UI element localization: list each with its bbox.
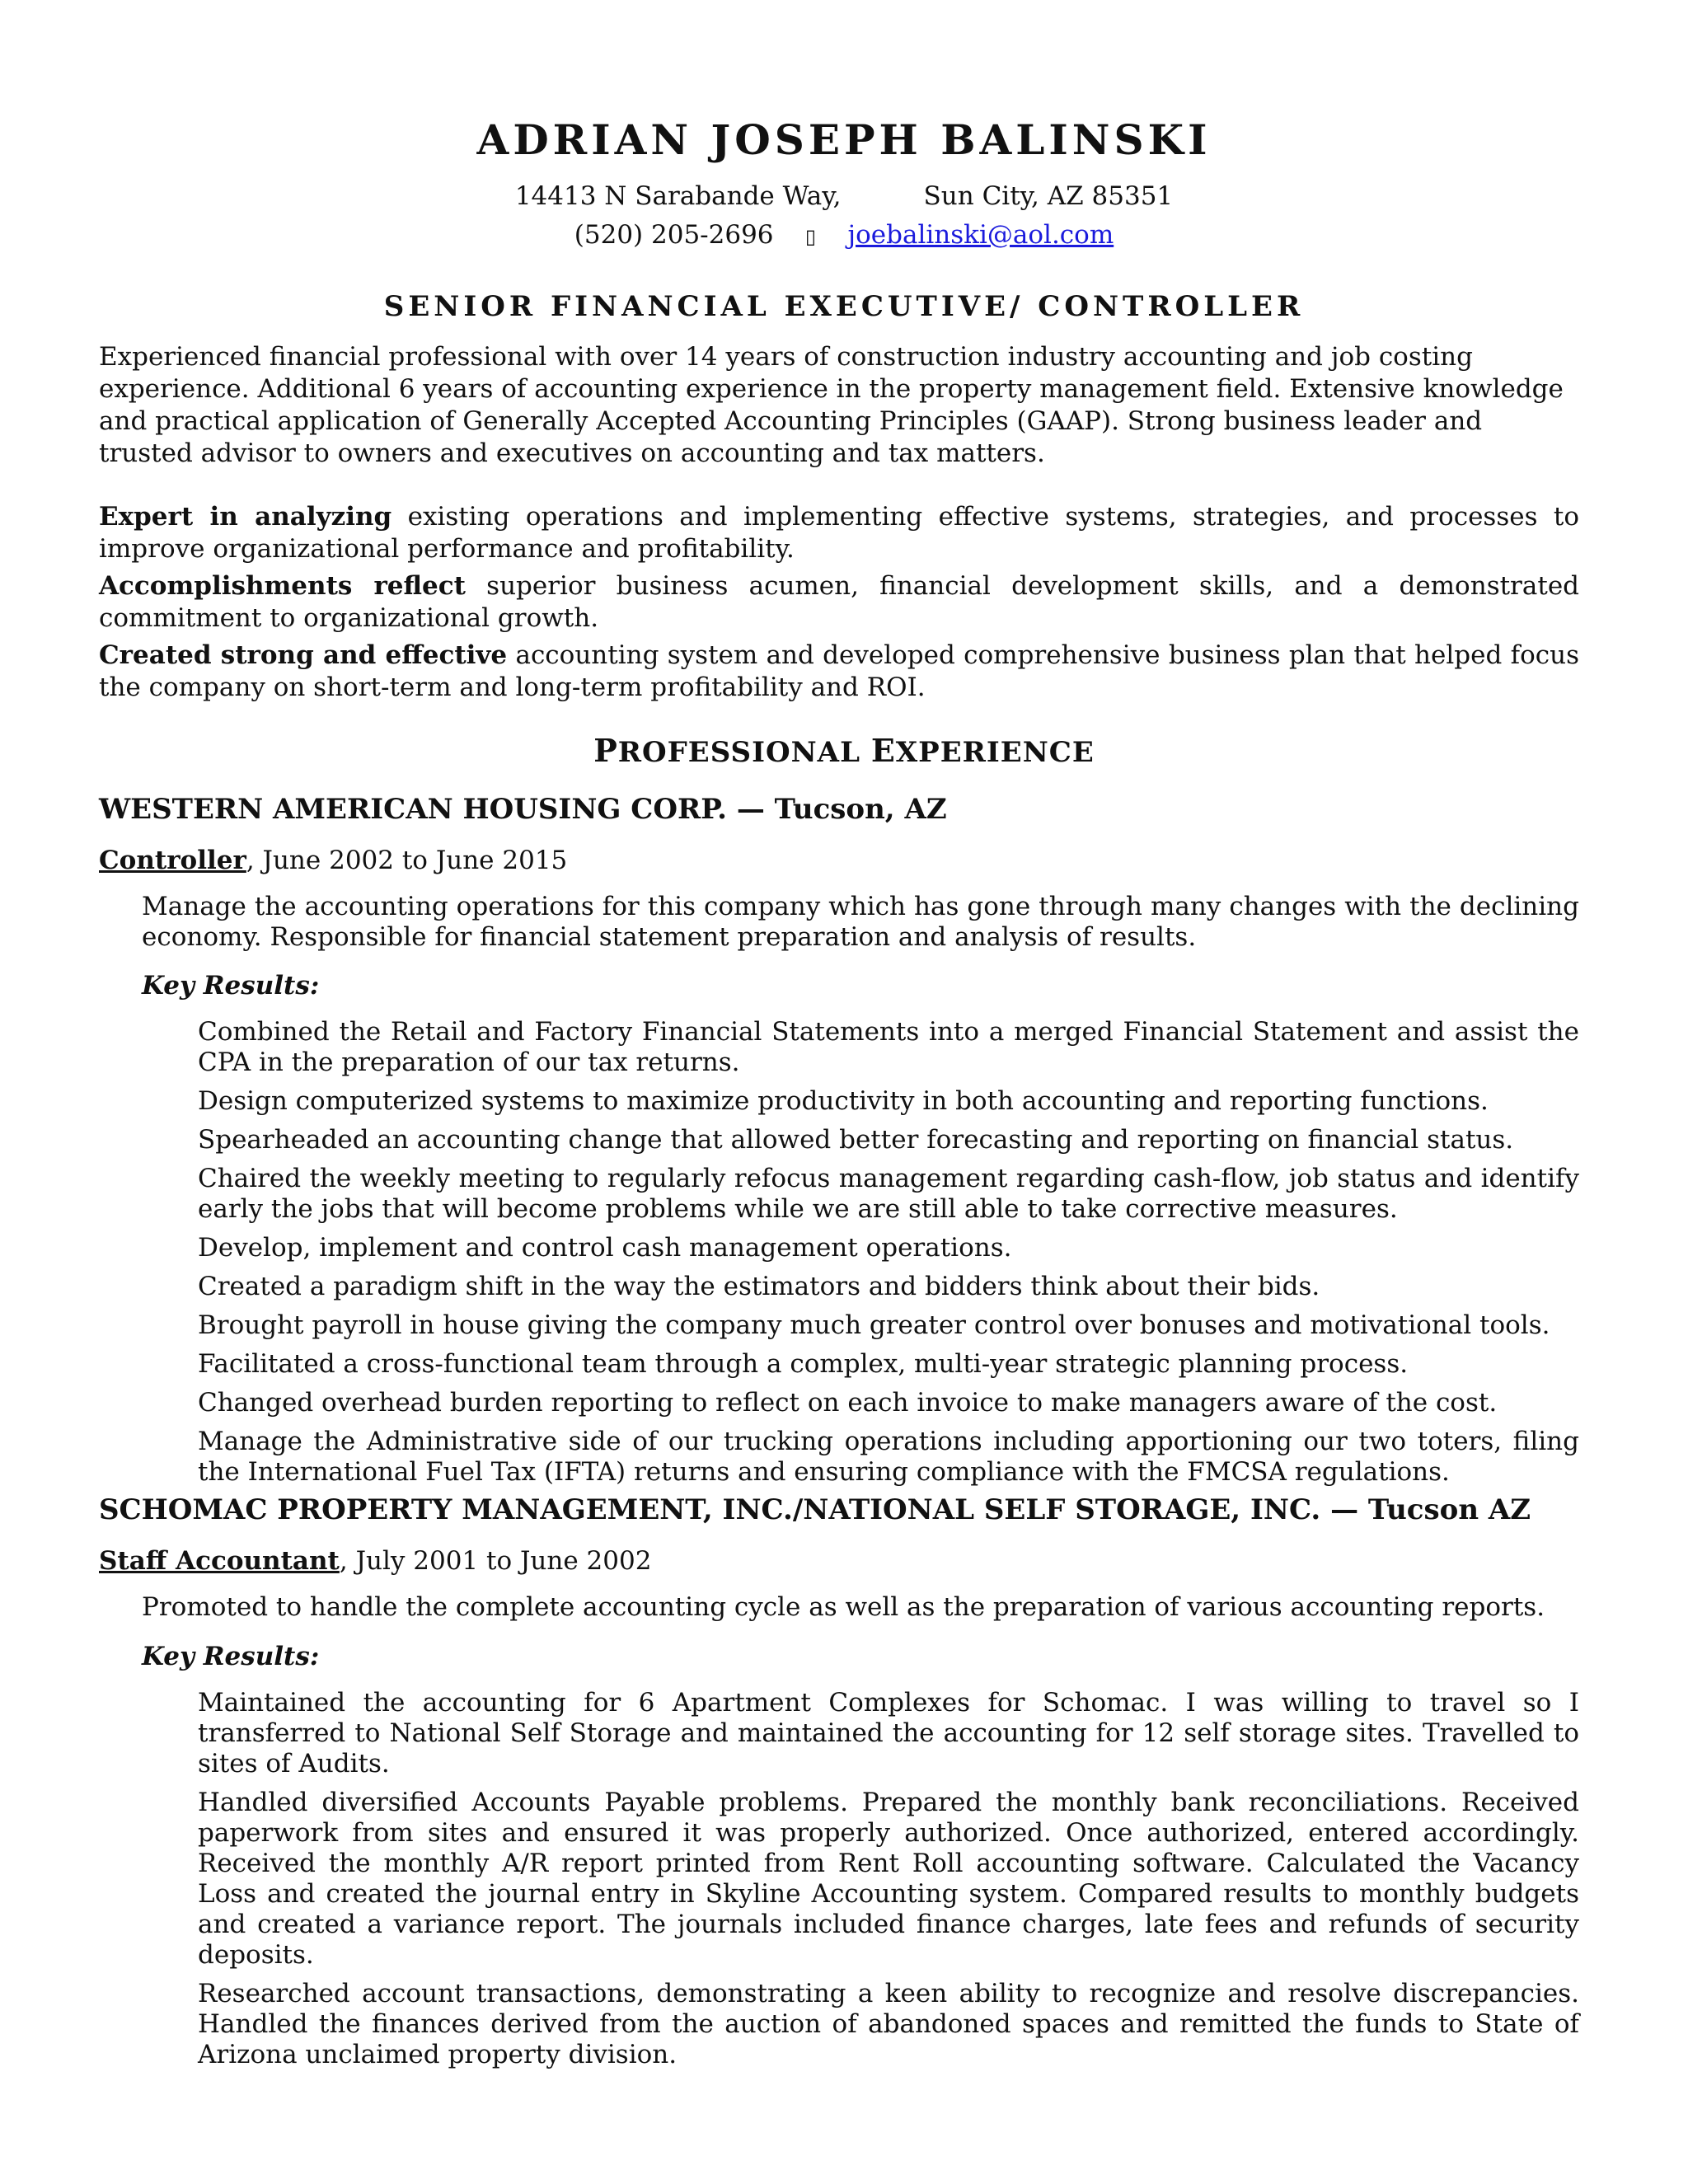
job-1-role [99, 846, 567, 875]
job-2-role [99, 1546, 651, 1576]
list-item: Researched account transactions, demonstrating a keen ability to recognize and resolve discrepancies. Handled the finances derived from the auction of abandoned spaces and remitted the funds to State of Arizona unclaimed property division. [198, 1979, 1579, 2069]
job-2-company: SCHOMAC PROPERTY MANAGEMENT, INC./NATIONAL SELF STORAGE, INC. — Tucson AZ [99, 1493, 1531, 1526]
job-1-company: WESTERN AMERICAN HOUSING CORP. — Tucson, AZ [99, 793, 947, 826]
job-1-results-list [198, 1017, 1579, 1496]
list-item: Facilitated a cross-functional team through a complex, multi-year strategic planning process. [198, 1349, 1409, 1379]
contact-line [0, 220, 1688, 250]
city-state-zip: Sun City, AZ 85351 [923, 181, 1174, 211]
list-item: Chaired the weekly meeting to regularly refocus management regarding cash-flow, job status and identify early the jobs that will become problems while we are still able to take corrective measures. [198, 1164, 1579, 1224]
highlight-2-text: superior business acumen, financial development skills, and a demonstrated commitment to organizational growth. [99, 571, 1580, 633]
job-1-dates: , June 2002 to June 2015 [246, 846, 568, 875]
section-title-experience: PROFESSIONAL EXPERIENCE [593, 732, 1095, 769]
list-item: Created a paradigm shift in the way the estimators and bidders think about their bids. [198, 1272, 1320, 1301]
list-item: Spearheaded an accounting change that allowed better forecasting and reporting on financial status. [198, 1125, 1514, 1155]
highlight-1-text: existing operations and implementing effective systems, strategies, and processes to improve organizational performance and profitability. [99, 502, 1579, 564]
job-2-title: Staff Accountant [99, 1546, 340, 1576]
highlight-3-lead: Created strong and effective [99, 640, 508, 670]
list-item: Design computerized systems to maximize productivity in both accounting and reporting functions. [198, 1086, 1489, 1116]
highlight-2-lead: Accomplishments reflect [99, 571, 466, 601]
email-link[interactable]: joebalinski@aol.com [847, 220, 1114, 250]
summary-paragraph: Experienced financial professional with over 14 years of construction industry accounting and job costing experience. Additional 6 years of accounting experience in the property management field. Extensive knowledge and practical application of Generally Accepted Accounting Principles (GAAP). Strong business leader and trusted advisor to owners and executives on accounting and tax matters. [99, 342, 1564, 468]
phone-number: (520) 205-2696 [574, 220, 774, 250]
list-item: Handled diversified Accounts Payable problems. Prepared the monthly bank reconciliations. Received paperwork from sites and ensured it was properly authorized. Once authorized, entered accordingly. Received the monthly A/R report printed from Rent Roll accounting software. Calculated the Vacancy Loss and created the journal entry in Skyline Accounting system. Compared results to monthly budgets and created a variance report. The journals included finance charges, late fees and refunds of security deposits. [198, 1788, 1579, 1970]
job-1-key-results-label: Key Results: [142, 971, 320, 1001]
candidate-name: ADRIAN JOSEPH BALINSKI [476, 115, 1212, 164]
job-2-results-list [198, 1688, 1579, 2079]
highlight-3 [99, 640, 1579, 704]
job-2-key-results-label: Key Results: [142, 1642, 320, 1671]
job-2-description: Promoted to handle the complete accounting cycle as well as the preparation of various accounting reports. [142, 1592, 1545, 1622]
job-2-dates: , July 2001 to June 2002 [339, 1546, 652, 1576]
list-item: Changed overhead burden reporting to reflect on each invoice to make managers aware of the cost. [198, 1388, 1498, 1418]
list-item: Develop, implement and control cash management operations. [198, 1233, 1012, 1263]
highlight-2 [99, 570, 1579, 635]
highlight-1 [99, 501, 1579, 565]
street-address: 14413 N Sarabande Way, [514, 181, 842, 211]
highlight-3-text: accounting system and developed comprehensive business plan that helped focus the company on short-term and long-term profitability and ROI. [99, 640, 1579, 702]
separator-icon: ▯ [804, 225, 817, 248]
highlight-1-lead: Expert in analyzing [99, 502, 392, 532]
list-item: Manage the Administrative side of our trucking operations including apportioning our two toters, filing the International Fuel Tax (IFTA) returns and ensuring compliance with the FMCSA regulations. [198, 1427, 1579, 1487]
job-1-title: Controller [99, 846, 246, 875]
list-item: Maintained the accounting for 6 Apartment Complexes for Schomac. I was willing to travel so I transferred to National Self Storage and maintained the accounting for 12 self storage sites. Travelled to sites of Audits. [198, 1688, 1579, 1779]
job-1-description: Manage the accounting operations for this company which has gone through many changes with the declining economy. Responsible for financial statement preparation and analysis of results. [142, 892, 1579, 952]
headline-title: SENIOR FINANCIAL EXECUTIVE/ CONTROLLER [383, 290, 1305, 323]
address-line [0, 181, 1688, 211]
list-item: Combined the Retail and Factory Financial Statements into a merged Financial Statement and assist the CPA in the preparation of our tax returns. [198, 1017, 1579, 1077]
list-item: Brought payroll in house giving the company much greater control over bonuses and motivational tools. [198, 1310, 1550, 1340]
